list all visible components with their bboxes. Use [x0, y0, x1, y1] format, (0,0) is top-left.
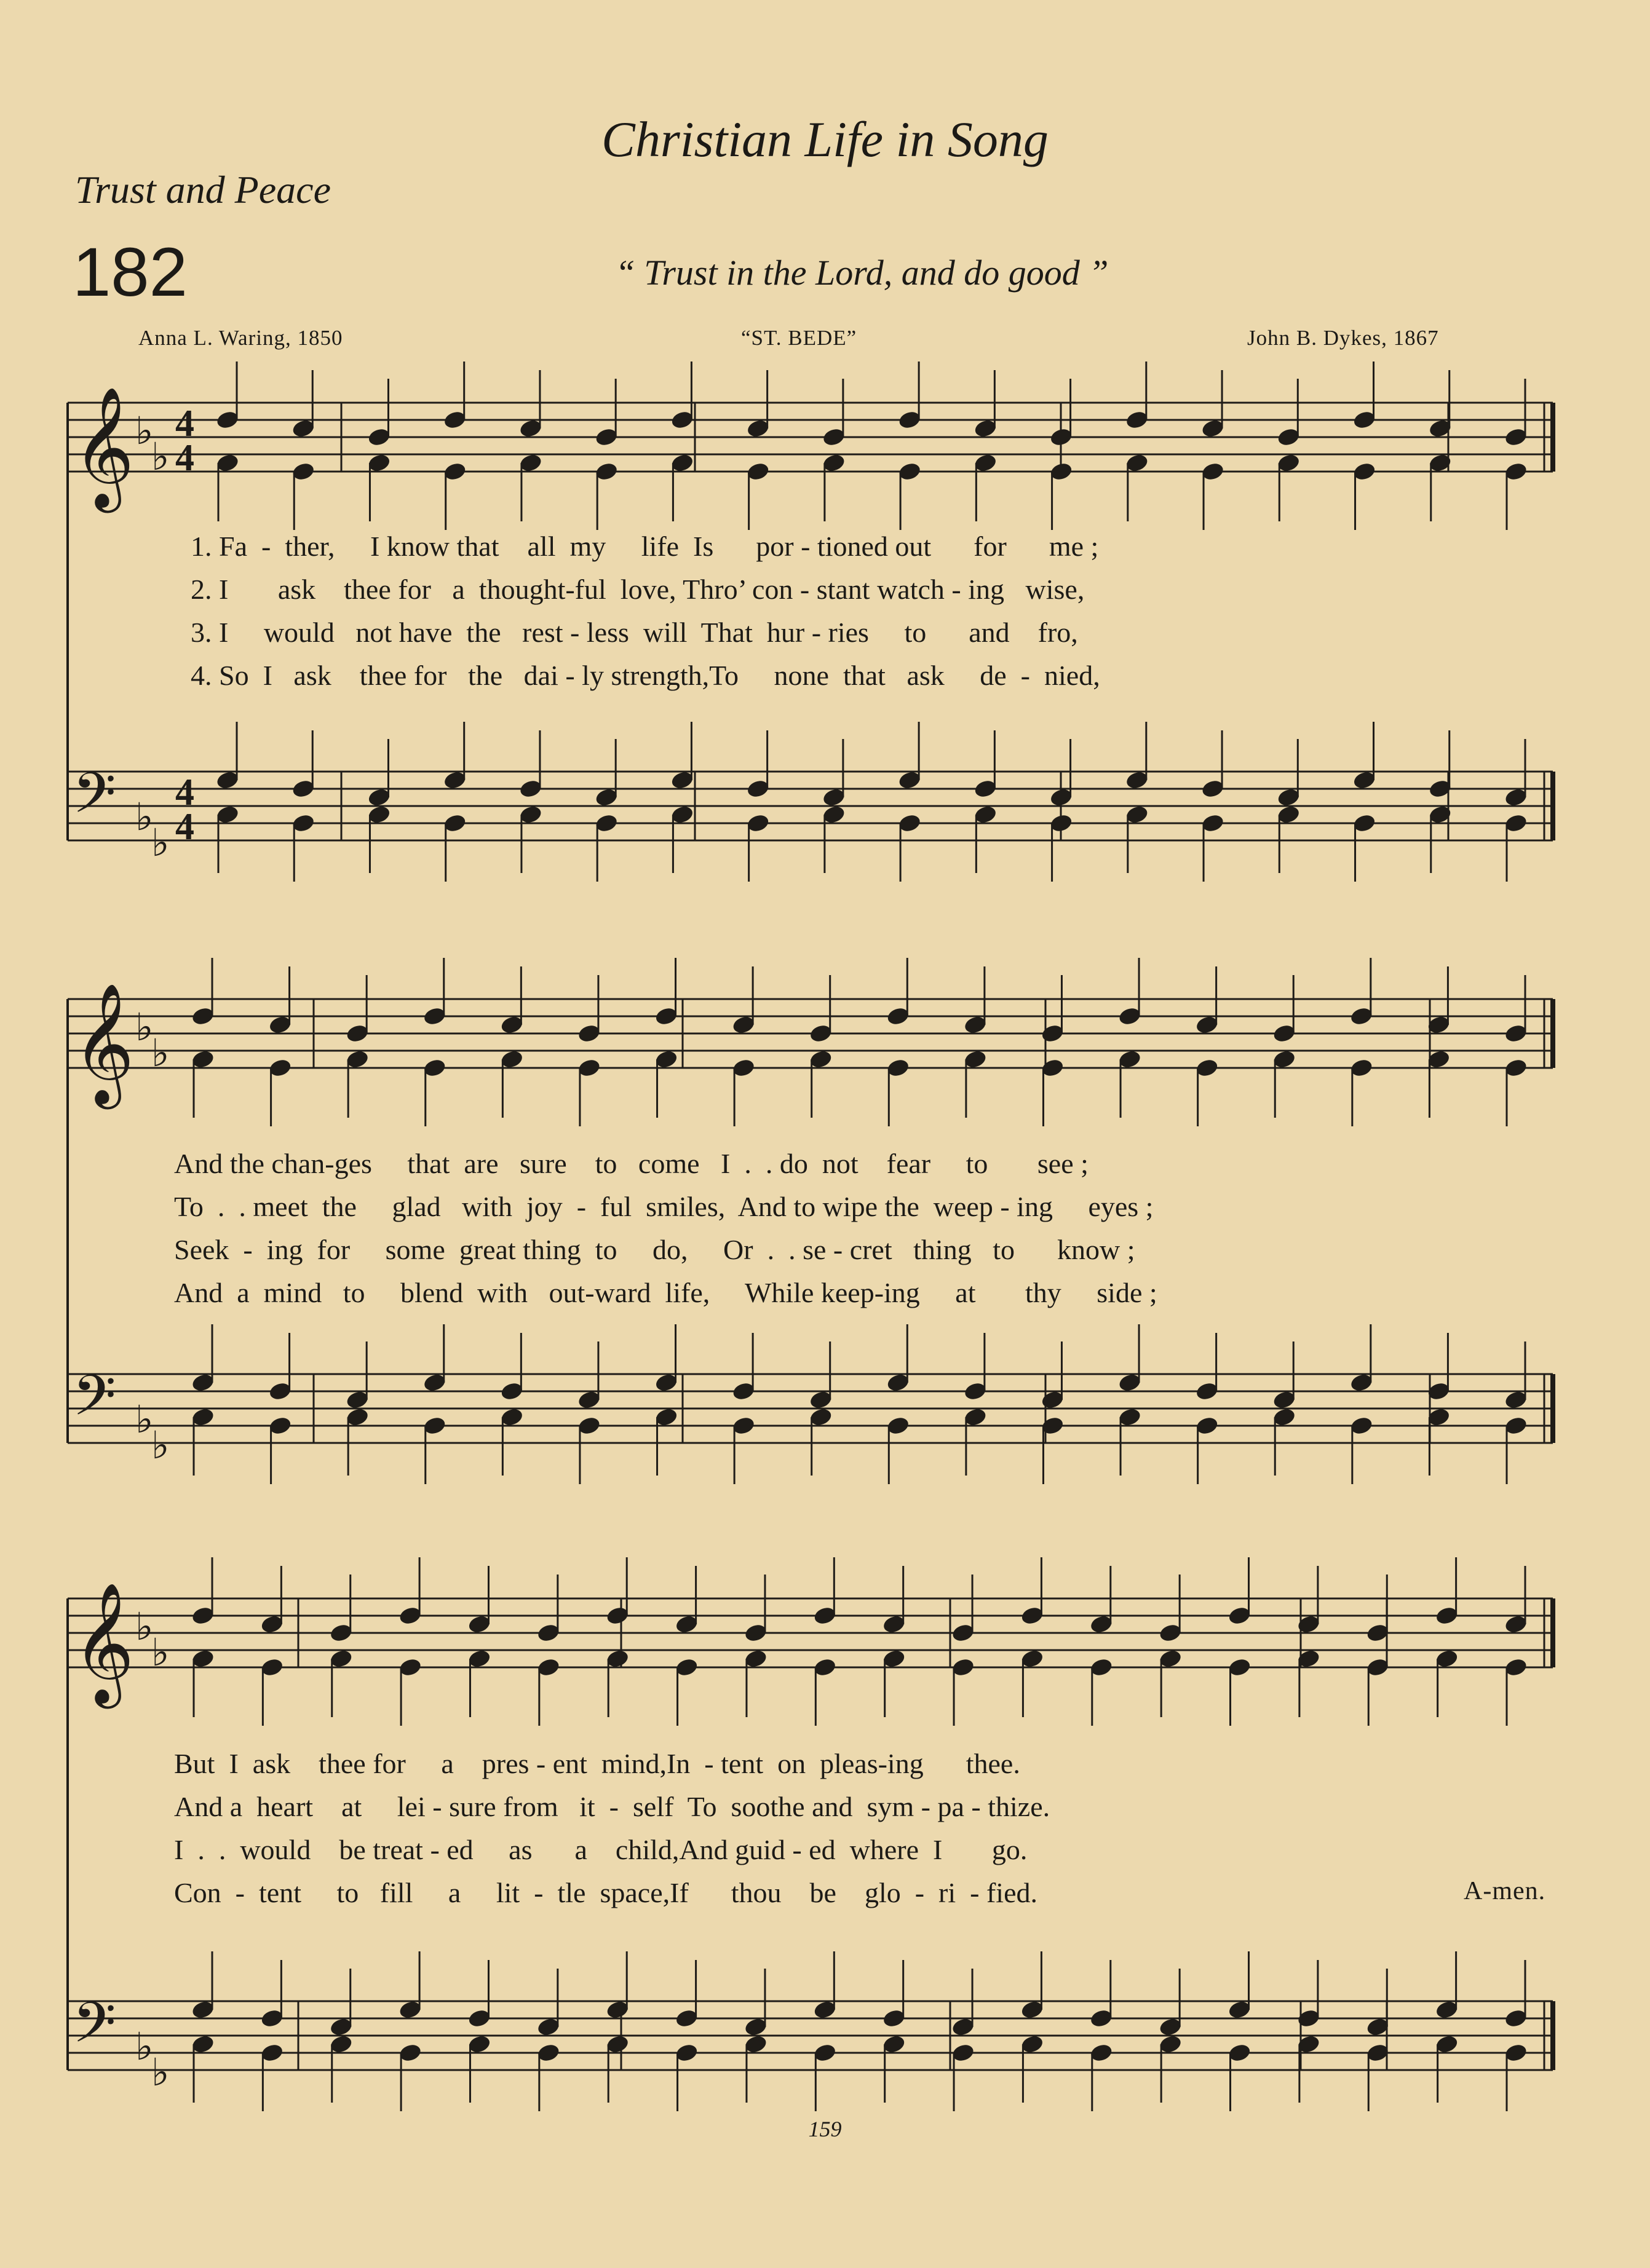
flat-icon: ♭ [135, 1005, 154, 1050]
verse-line: 1. Fa - ther, I know that all my life Is por - tioned out for me ; [191, 531, 1099, 562]
amen-label: A-men. [1464, 1877, 1546, 1905]
time-signature: 4 [175, 437, 194, 479]
epigraph: “ Trust in the Lord, and do good ” [615, 253, 1109, 293]
verse-line: And the chan-ges that are sure to come I . . do not fear to see ; [174, 1148, 1089, 1179]
flat-icon: ♭ [151, 1423, 170, 1468]
composer-credit: John B. Dykes, 1867 [1247, 326, 1439, 350]
bass-clef-icon: 𝄢 [73, 1990, 116, 2069]
verse-line: 4. So I ask thee for the dai - ly strength,To none that ask de - nied, [191, 660, 1100, 691]
verse-line: But I ask thee for a pres - ent mind,In - tent on pleas-ing thee. [174, 1748, 1020, 1779]
book-title: Christian Life in Song [601, 111, 1049, 167]
flat-icon: ♭ [151, 2050, 170, 2095]
author-credit: Anna L. Waring, 1850 [138, 326, 343, 350]
flat-icon: ♭ [151, 1030, 170, 1076]
flat-icon: ♭ [135, 794, 154, 840]
flat-icon: ♭ [151, 434, 170, 480]
bass-clef-icon: 𝄢 [73, 761, 116, 839]
treble-clef-icon: 𝄞 [73, 982, 135, 1104]
verse-line: Con - tent to fill a lit - tle space,If thou be glo - ri - fied. [174, 1877, 1037, 1908]
time-signature: 4 [175, 806, 194, 848]
tune-name: “ST. BEDE” [741, 326, 857, 350]
time-signature: 4 [175, 403, 194, 445]
page-number: 159 [808, 2117, 842, 2141]
treble-clef-icon: 𝄞 [73, 386, 135, 508]
bass-clef-icon: 𝄢 [73, 1363, 116, 1442]
flat-icon: ♭ [151, 1630, 170, 1675]
flat-icon: ♭ [135, 408, 154, 454]
verse-line: And a mind to blend with out-ward life, While keep-ing at thy side ; [174, 1277, 1157, 1308]
verse-line: 2. I ask thee for a thought-ful love, Thro’ con - stant watch - ing wise, [191, 574, 1085, 605]
flat-icon: ♭ [135, 2024, 154, 2069]
verse-line: And a heart at lei - sure from it - self To soothe and sym - pa - thize. [174, 1791, 1050, 1822]
verse-line: 3. I would not have the rest - less will That hur - ries to and fro, [191, 617, 1078, 648]
flat-icon: ♭ [135, 1604, 154, 1650]
time-signature: 4 [175, 772, 194, 813]
verse-line: I . . would be treat - ed as a child,And guid - ed where I go. [174, 1834, 1028, 1865]
hymn-number: 182 [73, 234, 188, 310]
flat-icon: ♭ [135, 1397, 154, 1442]
treble-clef-icon: 𝄞 [73, 1582, 135, 1704]
flat-icon: ♭ [151, 820, 170, 866]
verse-line: To . . meet the glad with joy - ful smiles, And to wipe the weep - ing eyes ; [174, 1191, 1154, 1222]
verse-line: Seek - ing for some great thing to do, Or . . se - cret thing to know ; [174, 1234, 1135, 1265]
section-heading: Trust and Peace [75, 168, 331, 211]
